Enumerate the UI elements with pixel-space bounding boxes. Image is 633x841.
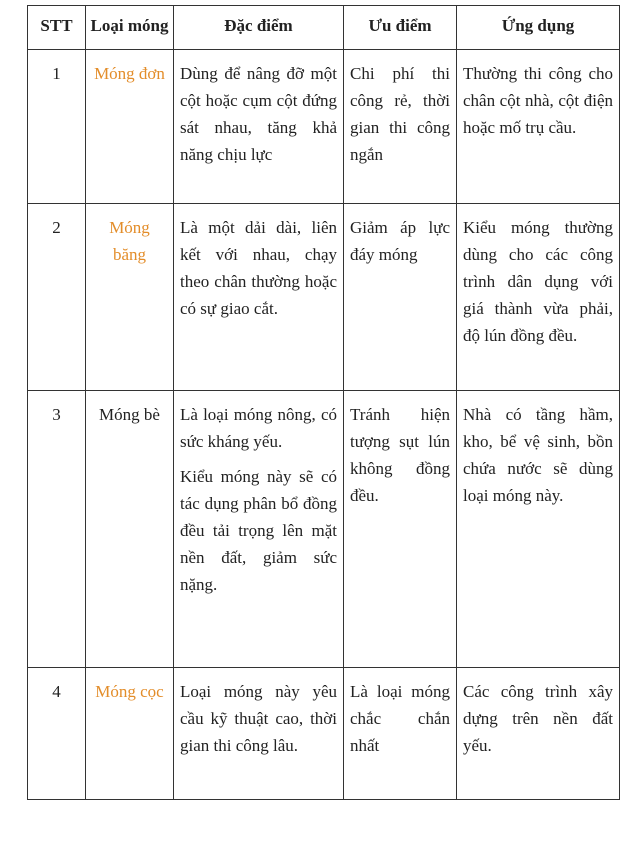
table-row — [28, 391, 620, 668]
cell-stt: 4 — [28, 668, 86, 800]
cell-loai-mong: Móng băng — [86, 204, 174, 391]
cell-uu-diem: Tránh hiện tượng sụt lún không đồng đều. — [344, 391, 457, 668]
dac-diem-text: Dùng để nâng đỡ một cột hoặc cụm cột đứng sát nhau, tăng khả năng chịu lực — [180, 64, 337, 164]
header-uu-diem: Ưu điểm — [344, 6, 457, 50]
cell-stt: 3 — [28, 391, 86, 668]
cell-loai-mong: Móng cọc — [86, 668, 174, 800]
cell-dac-diem — [174, 668, 344, 800]
cell-dac-diem — [174, 204, 344, 391]
header-stt: STT — [28, 6, 86, 50]
header-loai-mong: Loại móng — [86, 6, 174, 50]
dac-diem-text: Loại móng này yêu cầu kỹ thuật cao, thời gian thi công lâu. — [180, 682, 337, 755]
header-dac-diem: Đặc điểm — [174, 6, 344, 50]
table-row — [28, 668, 620, 800]
cell-stt: 2 — [28, 204, 86, 391]
cell-stt: 1 — [28, 50, 86, 204]
table-row — [28, 204, 620, 391]
cell-uu-diem: Giảm áp lực đáy móng — [344, 204, 457, 391]
cell-loai-mong: Móng bè — [86, 391, 174, 668]
cell-ung-dung: Nhà có tầng hầm, kho, bể vệ sinh, bồn chứa nước sẽ dùng loại móng này. — [457, 391, 620, 668]
cell-dac-diem — [174, 50, 344, 204]
header-row — [28, 6, 620, 50]
header-ung-dung: Ứng dụng — [457, 6, 620, 50]
cell-uu-diem: Là loại móng chắc chắn nhất — [344, 668, 457, 800]
cell-loai-mong: Móng đơn — [86, 50, 174, 204]
dac-diem-text: Là một dải dài, liên kết với nhau, chạy theo chân thường hoặc có sự giao cắt. — [180, 218, 337, 318]
dac-diem-text: Kiểu móng này sẽ có tác dụng phân bổ đồng đều tải trọng lên mặt nền đất, giảm sức nặng. — [180, 467, 337, 594]
cell-ung-dung: Thường thi công cho chân cột nhà, cột điện hoặc mố trụ cầu. — [457, 50, 620, 204]
cell-uu-diem: Chi phí thi công rẻ, thời gian thi công ngắn — [344, 50, 457, 204]
cell-dac-diem — [174, 391, 344, 668]
foundation-types-table — [27, 5, 620, 800]
cell-ung-dung: Kiểu móng thường dùng cho các công trình dân dụng với giá thành vừa phải, độ lún đồng đều. — [457, 204, 620, 391]
cell-ung-dung: Các công trình xây dựng trên nền đất yếu. — [457, 668, 620, 800]
table-row — [28, 50, 620, 204]
dac-diem-text: Là loại móng nông, có sức kháng yếu. — [180, 405, 337, 451]
